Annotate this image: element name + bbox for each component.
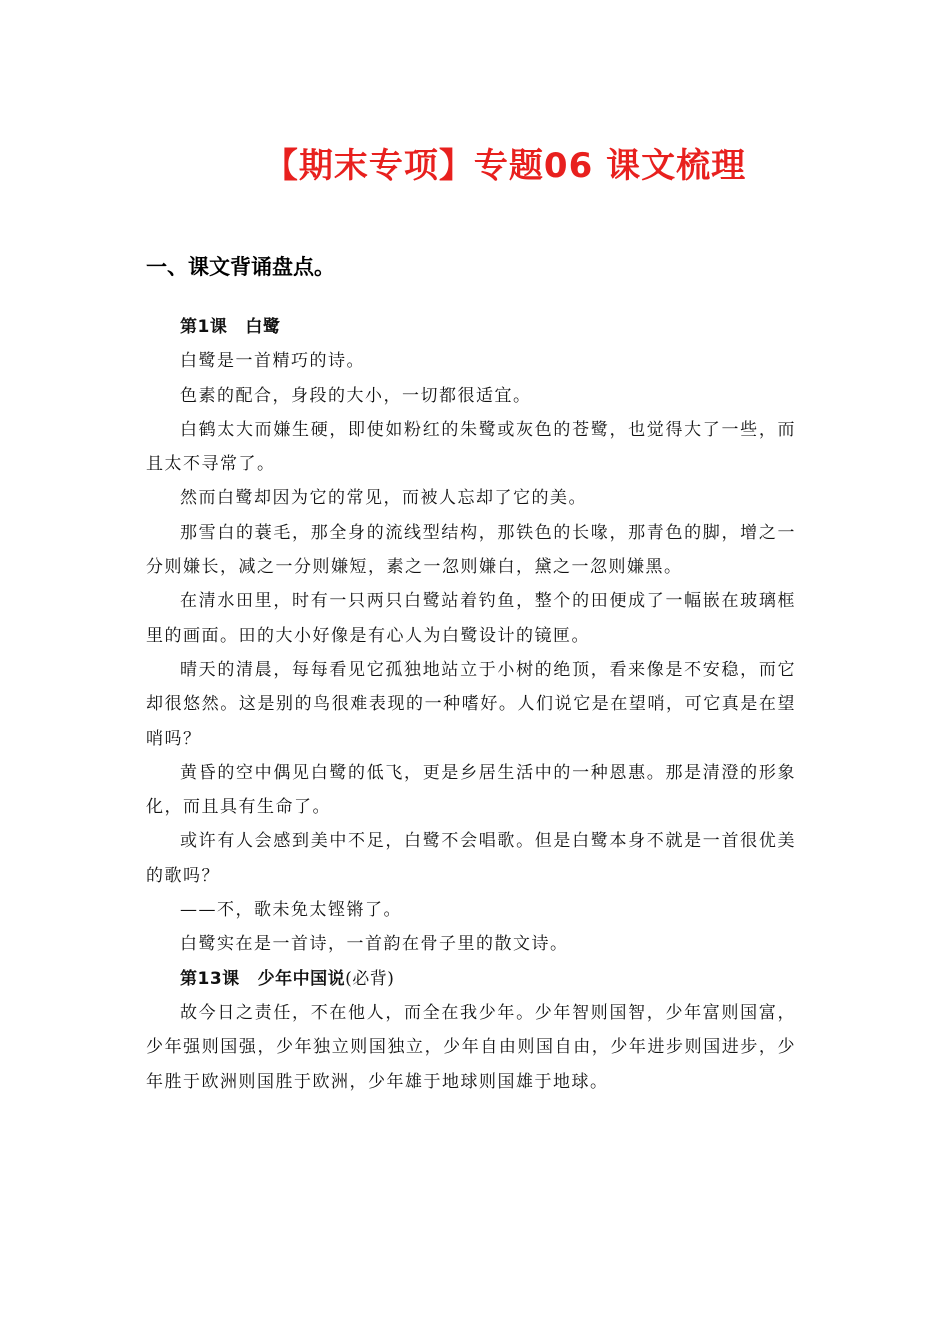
lesson-1-number: 第1课	[180, 317, 228, 337]
lesson-13-note: (必背)	[345, 968, 395, 989]
lesson-1-paragraph: 或许有人会感到美中不足，白鹭不会唱歌。但是白鹭本身不就是一首很优美的歌吗？	[146, 831, 796, 886]
lesson-1-paragraph: 晴天的清晨，每每看见它孤独地站立于小树的绝顶，看来像是不安稳，而它却很悠然。这是别的鸟很难表现的一种嗜好。人们说它是在望哨，可它真是在望哨吗？	[146, 659, 796, 749]
lesson-1-paragraph: 然而白鹭却因为它的常见，而被人忘却了它的美。	[180, 488, 587, 509]
lesson-1-paragraph: 色素的配合，身段的大小，一切都很适宜。	[180, 385, 532, 406]
lesson-1-paragraph: 白鹭实在是一首诗，一首韵在骨子里的散文诗。	[180, 934, 569, 955]
document-title: 【期末专项】专题06 课文梳理	[263, 146, 747, 186]
lesson-13-number: 第13课	[180, 968, 240, 989]
lesson-1-paragraph: 白鹭是一首精巧的诗。	[180, 351, 365, 372]
lesson-1-paragraph: 黄昏的空中偶见白鹭的低飞，更是乡居生活中的一种恩惠。那是清澄的形象化，而且具有生命了。	[146, 762, 796, 818]
lesson-13-heading	[146, 962, 796, 996]
lesson-1-paragraph: ——不，歌未免太铿锵了。	[180, 900, 402, 921]
lesson-1-title: 白鹭	[245, 317, 281, 337]
lesson-1-paragraph: 那雪白的蓑毛，那全身的流线型结构，那铁色的长喙，那青色的脚，增之一分则嫌长，减之一分则嫌短，素之一忽则嫌白，黛之一忽则嫌黑。	[146, 522, 796, 578]
lesson-1-paragraph: 白鹤太大而嫌生硬，即使如粉红的朱鹭或灰色的苍鹭，也觉得大了一些，而且太不寻常了。	[146, 419, 796, 475]
lesson-1-paragraph: 在清水田里，时有一只两只白鹭站着钓鱼，整个的田便成了一幅嵌在玻璃框里的画面。田的大小好像是有心人为白鹭设计的镜匣。	[146, 591, 796, 646]
section-heading: 一、课文背诵盘点。	[146, 255, 335, 279]
document-body	[146, 310, 796, 1099]
lesson-13-paragraph: 故今日之责任，不在他人，而全在我少年。少年智则国智，少年富则国富，少年强则国强，少年独立则国独立，少年自由则国自由，少年进步则国进步，少年胜于欧洲则国胜于欧洲，少年雄于地球则国雄于地球。	[146, 1002, 796, 1092]
lesson-1-heading	[146, 310, 796, 344]
lesson-13-title: 少年中国说	[257, 968, 346, 989]
